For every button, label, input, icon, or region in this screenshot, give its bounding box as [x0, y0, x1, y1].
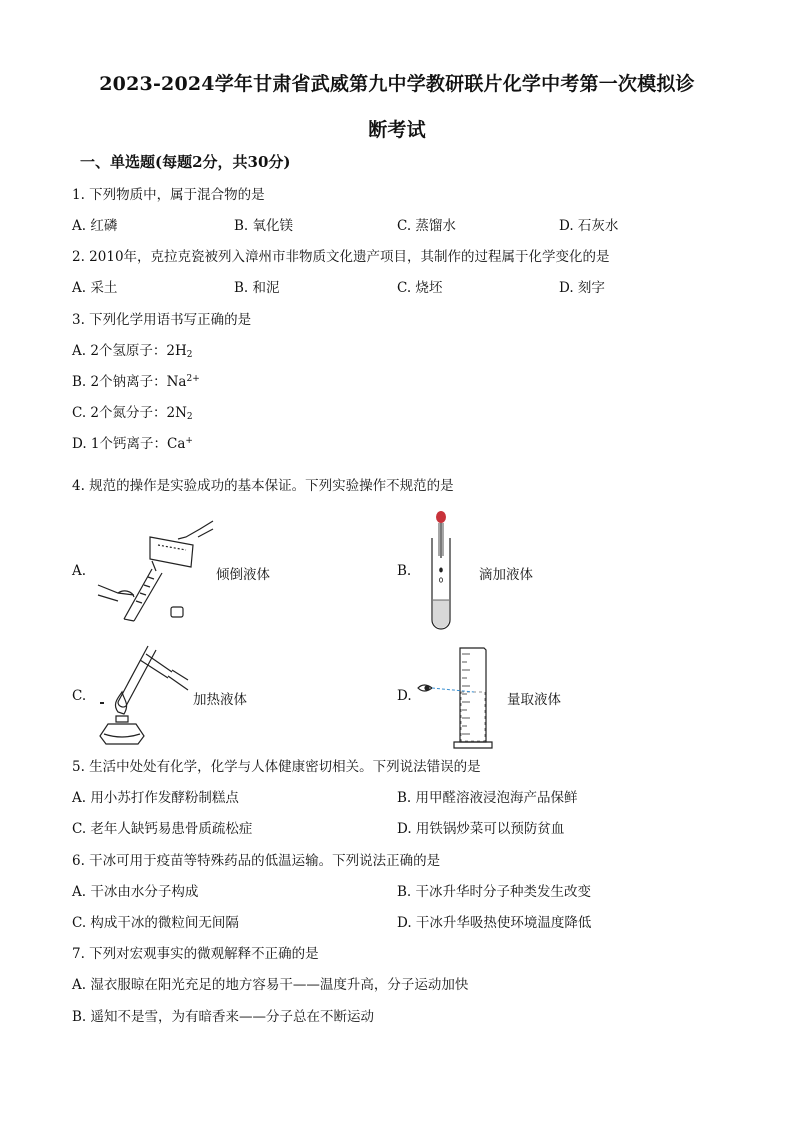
- q4-option-a-letter: A.: [72, 563, 87, 579]
- q5-option-a: A. 用小苏打作发酵粉制糕点: [72, 790, 239, 806]
- q7-option-b: B. 遥知不是雪，为有暗香来——分子总在不断运动: [72, 1009, 375, 1025]
- q1-stem: 1. 下列物质中，属于混合物的是: [72, 187, 265, 203]
- q3-option-b: B. 2个钠离子：$Na^{2+}$: [72, 374, 200, 390]
- q4-option-d-letter: D.: [397, 688, 412, 704]
- q1-option-a: A. 红磷: [72, 218, 118, 234]
- q2-stem: 2. 2010年，克拉克瓷被列入漳州市非物质文化遗产项目，其制作的过程属于化学变化的是: [72, 249, 610, 265]
- q3-option-c: C. 2个氮分子：$2N_2$: [72, 405, 193, 422]
- q3-option-d: D. 1个钙离子：Ca+: [72, 436, 193, 452]
- q1-option-b: B. 氧化镁: [234, 218, 294, 234]
- q7-option-a: A. 湿衣服晾在阳光充足的地方容易干——温度升高，分子运动加快: [72, 977, 469, 993]
- exam-title-line1: 2023-2024学年甘肃省武威第九中学教研联片化学中考第一次模拟诊: [99, 73, 695, 95]
- q6-option-c: C. 构成干冰的微粒间无间隔: [72, 915, 239, 931]
- q5-option-c: C. 老年人缺钙易患骨质疏松症: [72, 821, 253, 837]
- heating-liquid-figure: [88, 640, 188, 754]
- q4-option-c-letter: C.: [72, 688, 87, 704]
- q7-stem: 7. 下列对宏观事实的微观解释不正确的是: [72, 946, 319, 962]
- q2-option-c: C. 烧坯: [397, 280, 443, 296]
- q4-option-b-letter: B.: [397, 563, 412, 579]
- q1-option-c: C. 蒸馏水: [397, 218, 456, 234]
- q5-option-d: D. 用铁锅炒菜可以预防贫血: [397, 821, 565, 837]
- pouring-liquid-figure: [88, 515, 218, 629]
- section-header: 一、单选题(每题2分，共30分): [80, 153, 291, 171]
- q6-option-d: D. 干冰升华吸热使环境温度降低: [397, 915, 592, 931]
- q1-option-d: D. 石灰水: [559, 218, 619, 234]
- q3-option-a: A. 2个氢原子：$2H_2$: [72, 343, 193, 360]
- q4-option-c-label: 加热液体: [193, 692, 247, 708]
- exam-title-line2: 断考试: [368, 119, 426, 141]
- graduated-cylinder-figure: [414, 646, 494, 756]
- q5-stem: 5. 生活中处处有化学，化学与人体健康密切相关。下列说法错误的是: [72, 759, 481, 775]
- q4-option-b-label: 滴加液体: [479, 567, 533, 583]
- q6-option-b: B. 干冰升华时分子种类发生改变: [397, 884, 592, 900]
- q4-option-a-label: 倾倒液体: [216, 567, 270, 583]
- q2-option-a: A. 采土: [72, 280, 118, 296]
- q2-option-d: D. 刻字: [559, 280, 605, 296]
- q4-stem: 4. 规范的操作是实验成功的基本保证。下列实验操作不规范的是: [72, 478, 454, 494]
- q5-option-b: B. 用甲醛溶液浸泡海产品保鲜: [397, 790, 578, 806]
- q3-stem: 3. 下列化学用语书写正确的是: [72, 312, 252, 328]
- q2-option-b: B. 和泥: [234, 280, 280, 296]
- q6-stem: 6. 干冰可用于疫苗等特殊药品的低温运输。下列说法正确的是: [72, 853, 441, 869]
- q4-option-d-label: 量取液体: [507, 692, 561, 708]
- q6-option-a: A. 干冰由水分子构成: [72, 884, 199, 900]
- dropper-test-tube-figure: [422, 508, 462, 637]
